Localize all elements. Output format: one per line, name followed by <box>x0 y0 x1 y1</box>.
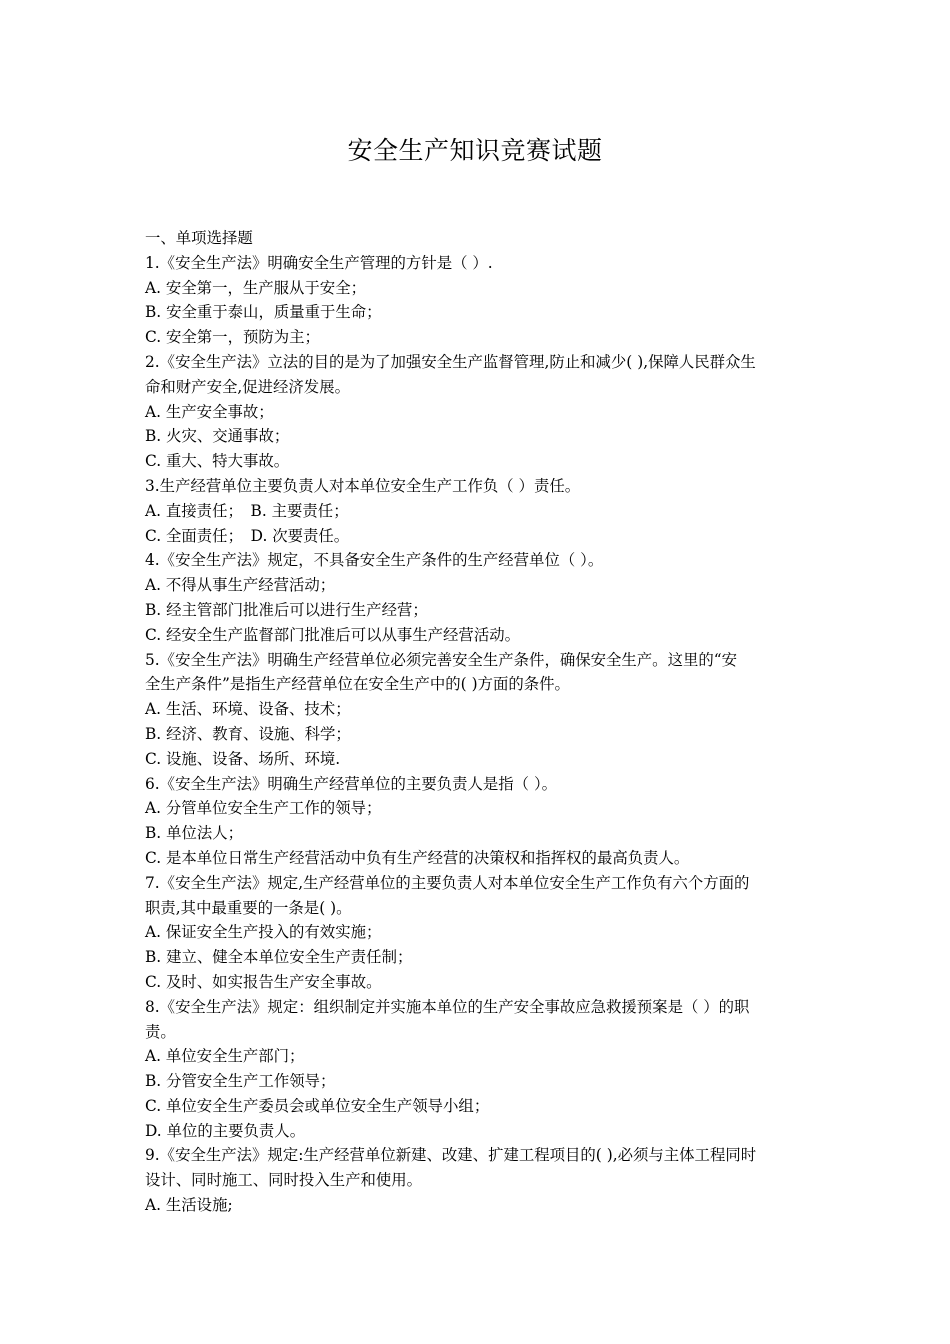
question-line: 5.《安全生产法》明确生产经营单位必须完善安全生产条件，确保安全生产。这里的“安 <box>145 650 738 669</box>
option-line: A. 保证安全生产投入的有效实施； <box>145 923 382 942</box>
option-line: B. 建立、健全本单位安全生产责任制； <box>145 948 413 967</box>
question-line: 7.《安全生产法》规定,生产经营单位的主要负责人对本单位安全生产工作负有六个方面的 <box>145 873 750 892</box>
section-heading: 一、单项选择题 <box>145 229 253 247</box>
option-line: C. 重大、特大事故。 <box>145 452 290 471</box>
option-line: B. 分管安全生产工作领导； <box>145 1072 336 1091</box>
document-body <box>145 226 810 1218</box>
option-line: B. 经主管部门批准后可以进行生产经营； <box>145 600 428 619</box>
question-line: 职责,其中最重要的一条是( )。 <box>145 898 352 917</box>
option-line: C. 单位安全生产委员会或单位安全生产领导小组； <box>145 1096 490 1115</box>
option-line: A. 单位安全生产部门； <box>145 1047 305 1066</box>
option-line: A. 生产安全事故； <box>145 402 274 421</box>
document-title: 安全生产知识竞赛试题 <box>347 136 603 165</box>
option-line: C. 安全第一，预防为主； <box>145 328 320 347</box>
question-line: 命和财产安全,促进经济发展。 <box>145 377 350 396</box>
question-line: 设计、同时施工、同时投入生产和使用。 <box>145 1171 423 1190</box>
option-line: A. 直接责任； B. 主要责任； <box>145 501 349 520</box>
option-line: A. 不得从事生产经营活动； <box>145 576 336 595</box>
option-line: C. 经安全生产监督部门批准后可以从事生产经营活动。 <box>145 625 520 644</box>
option-line: B. 单位法人； <box>145 824 244 843</box>
question-line: 4.《安全生产法》规定，不具备安全生产条件的生产经营单位（ ）。 <box>145 551 604 570</box>
question-line: 全生产条件”是指生产经营单位在安全生产中的( )方面的条件。 <box>145 675 570 694</box>
option-line: C. 全面责任； D. 次要责任。 <box>145 526 350 545</box>
question-line: 责。 <box>145 1022 176 1041</box>
option-line: D. 单位的主要负责人。 <box>145 1121 306 1140</box>
option-line: A. 生活、环境、设备、技术； <box>145 700 351 719</box>
option-line: A. 生活设施; <box>145 1196 233 1215</box>
question-line: 8.《安全生产法》规定：组织制定并实施本单位的生产安全事故应急救援预案是（ ）的职 <box>145 997 750 1016</box>
option-line: A. 安全第一，生产服从于安全； <box>145 278 366 297</box>
option-line: C. 及时、如实报告生产安全事故。 <box>145 972 382 991</box>
option-line: C. 是本单位日常生产经营活动中负有生产经营的决策权和指挥权的最高负责人。 <box>145 848 690 867</box>
option-line: B. 安全重于泰山，质量重于生命； <box>145 303 382 322</box>
option-line: B. 经济、教育、设施、科学； <box>145 724 351 743</box>
question-line: 6.《安全生产法》明确生产经营单位的主要负责人是指（ ）。 <box>145 774 558 793</box>
question-line: 9.《安全生产法》规定:生产经营单位新建、改建、扩建工程项目的( ),必须与主体工程同时 <box>145 1146 757 1165</box>
question-line: 3.生产经营单位主要负责人对本单位安全生产工作负（ ）责任。 <box>145 476 581 495</box>
option-line: B. 火灾、交通事故； <box>145 427 290 446</box>
option-line: C. 设施、设备、场所、环境. <box>145 749 341 768</box>
question-line: 2.《安全生产法》立法的目的是为了加强安全生产监督管理,防止和减少( ),保障人民群众生 <box>145 352 756 371</box>
option-line: A. 分管单位安全生产工作的领导； <box>145 799 382 818</box>
question-line: 1.《安全生产法》明确安全生产管理的方针是（ ）. <box>145 253 493 272</box>
